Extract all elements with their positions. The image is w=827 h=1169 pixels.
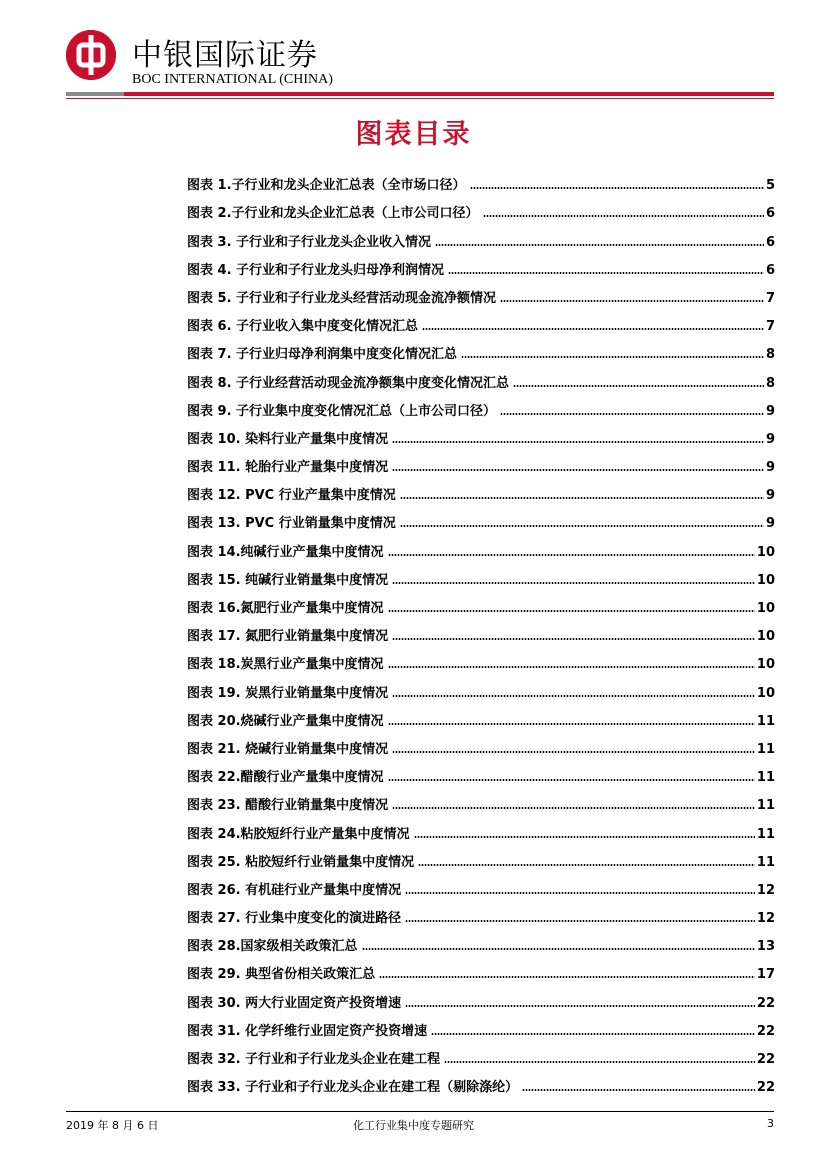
toc-entry-label: 图表 28.国家级相关政策汇总: [187, 939, 358, 955]
toc-entry-page: 8: [765, 375, 775, 391]
toc-entry-label: 图表 6. 子行业收入集中度变化情况汇总: [187, 319, 419, 335]
toc-entry-page: 9: [765, 516, 775, 532]
toc-entry-page: 10: [756, 544, 775, 560]
toc-entry-label: 图表 8. 子行业经营活动现金流净额集中度变化情况汇总: [187, 375, 510, 391]
toc-dot-leader: [435, 244, 764, 246]
toc-entry[interactable]: [187, 250, 775, 278]
toc-entry-page: 9: [765, 488, 775, 504]
toc-dot-leader: [405, 920, 755, 922]
toc-entry-label: 图表 26. 有机硅行业产量集中度情况: [187, 882, 402, 898]
toc-dot-leader: [392, 751, 755, 753]
toc-dot-leader: [392, 582, 755, 584]
toc-entry-label: 图表 19. 炭黑行业销量集中度情况: [187, 685, 389, 701]
toc-entry[interactable]: [187, 842, 775, 870]
toc-dot-leader: [379, 976, 755, 978]
toc-dot-leader: [392, 638, 755, 640]
toc-entry[interactable]: [187, 221, 775, 249]
toc-entry-page: 10: [756, 685, 775, 701]
toc-dot-leader: [448, 272, 764, 274]
toc-entry-page: 6: [765, 234, 775, 250]
toc-entry-label: 图表 5. 子行业和子行业龙头经营活动现金流净额情况: [187, 290, 497, 306]
toc-entry-page: 6: [765, 206, 775, 222]
footer-divider: [66, 1111, 774, 1112]
brand-name-english: BOC INTERNATIONAL (CHINA): [132, 72, 333, 87]
toc-entry[interactable]: [187, 1067, 775, 1095]
toc-entry-label: 图表 10. 染料行业产量集中度情况: [187, 431, 389, 447]
toc-entry-label: 图表 18.炭黑行业产量集中度情况: [187, 657, 384, 673]
toc-dot-leader: [392, 441, 764, 443]
toc-entry-label: 图表 20.烧碱行业产量集中度情况: [187, 713, 384, 729]
toc-entry[interactable]: [187, 447, 775, 475]
toc-entry[interactable]: [187, 306, 775, 334]
toc-dot-leader: [405, 1005, 755, 1007]
toc-entry-page: 13: [756, 939, 775, 955]
toc-entry[interactable]: [187, 701, 775, 729]
footer-page-number: 3: [767, 1117, 774, 1130]
toc-entry[interactable]: [187, 588, 775, 616]
toc-dot-leader: [362, 948, 755, 950]
brand-name-chinese: 中银国际证券: [132, 38, 318, 73]
toc-entry-page: 12: [756, 882, 775, 898]
toc-dot-leader: [483, 215, 764, 217]
toc-entry[interactable]: [187, 954, 775, 982]
toc-entry-label: 图表 2.子行业和龙头企业汇总表（上市公司口径）: [187, 206, 479, 222]
toc-dot-leader: [522, 1089, 755, 1091]
toc-entry[interactable]: [187, 362, 775, 390]
toc-entry[interactable]: [187, 870, 775, 898]
toc-dot-leader: [500, 300, 764, 302]
toc-entry-label: 图表 7. 子行业归母净利润集中度变化情况汇总: [187, 347, 458, 363]
toc-dot-leader: [444, 1061, 755, 1063]
toc-entry-page: 11: [756, 826, 775, 842]
toc-entry-label: 图表 3. 子行业和子行业龙头企业收入情况: [187, 234, 432, 250]
toc-entry-label: 图表 27. 行业集中度变化的演进路径: [187, 911, 402, 927]
toc-entry-page: 7: [765, 290, 775, 306]
toc-entry-label: 图表 31. 化学纤维行业固定资产投资增速: [187, 1023, 428, 1039]
toc-entry-page: 22: [756, 1023, 775, 1039]
toc-entry-label: 图表 22.醋酸行业产量集中度情况: [187, 770, 384, 786]
toc-entry-page: 11: [756, 713, 775, 729]
toc-entry[interactable]: [187, 560, 775, 588]
toc-entry-page: 7: [765, 319, 775, 335]
toc-entry-page: 6: [765, 262, 775, 278]
toc-entry-label: 图表 30. 两大行业固定资产投资增速: [187, 995, 402, 1011]
toc-entry[interactable]: [187, 729, 775, 757]
toc-entry-page: 22: [756, 1080, 775, 1096]
toc-entry-page: 9: [765, 460, 775, 476]
toc-entry[interactable]: [187, 1011, 775, 1039]
toc-entry-label: 图表 29. 典型省份相关政策汇总: [187, 967, 376, 983]
header-divider-red: [124, 92, 774, 96]
toc-entry-page: 9: [765, 431, 775, 447]
toc-entry[interactable]: [187, 193, 775, 221]
toc-dot-leader: [431, 1033, 755, 1035]
toc-dot-leader: [405, 892, 755, 894]
toc-entry-page: 11: [756, 798, 775, 814]
toc-entry-label: 图表 15. 纯碱行业销量集中度情况: [187, 572, 389, 588]
toc-entry[interactable]: [187, 419, 775, 447]
toc-entry[interactable]: [187, 475, 775, 503]
page-header: [66, 26, 774, 100]
toc-entry-label: 图表 17. 氮肥行业销量集中度情况: [187, 629, 389, 645]
toc-dot-leader: [400, 525, 764, 527]
toc-dot-leader: [388, 666, 755, 668]
header-divider-grey: [66, 92, 124, 96]
toc-dot-leader: [414, 836, 755, 838]
toc-entry[interactable]: [187, 813, 775, 841]
toc-entry-page: 10: [756, 572, 775, 588]
toc-dot-leader: [400, 497, 764, 499]
toc-dot-leader: [388, 554, 755, 556]
toc-entry-label: 图表 33. 子行业和子行业龙头企业在建工程（剔除涤纶）: [187, 1080, 519, 1096]
toc-entry[interactable]: [187, 982, 775, 1010]
toc-dot-leader: [470, 187, 764, 189]
toc-dot-leader: [500, 413, 764, 415]
toc-dot-leader: [461, 356, 764, 358]
toc-entry-label: 图表 1.子行业和龙头企业汇总表（全市场口径）: [187, 178, 466, 194]
page-title: 图表目录: [355, 119, 472, 150]
toc-entry[interactable]: [187, 757, 775, 785]
toc-dot-leader: [388, 610, 755, 612]
toc-entry-page: 11: [756, 854, 775, 870]
toc-entry[interactable]: [187, 644, 775, 672]
toc-entry-page: 22: [756, 1052, 775, 1067]
toc-dot-leader: [392, 807, 755, 809]
footer-date: 2019 年 8 月 6 日: [66, 1119, 159, 1132]
toc-entry-label: 图表 14.纯碱行业产量集中度情况: [187, 544, 384, 560]
toc-dot-leader: [422, 328, 764, 330]
toc-entry-page: 11: [756, 770, 775, 786]
toc-entry-page: 9: [765, 403, 775, 419]
toc-entry-label: 图表 13. PVC 行业销量集中度情况: [187, 516, 396, 532]
toc-entry-label: 图表 12. PVC 行业产量集中度情况: [187, 488, 396, 504]
toc-entry-label: 图表 9. 子行业集中度变化情况汇总（上市公司口径）: [187, 403, 497, 419]
toc-dot-leader: [418, 864, 755, 866]
toc-entry[interactable]: [187, 785, 775, 813]
toc-dot-leader: [392, 469, 764, 471]
toc-entry-page: 17: [756, 967, 775, 983]
toc-entry[interactable]: [187, 616, 775, 644]
toc-entry[interactable]: [187, 503, 775, 531]
toc-entry[interactable]: [187, 531, 775, 559]
toc-entry-label: 图表 21. 烧碱行业销量集中度情况: [187, 741, 389, 757]
toc-entry-label: 图表 11. 轮胎行业产量集中度情况: [187, 460, 389, 476]
toc-dot-leader: [513, 385, 764, 387]
toc-dot-leader: [388, 779, 755, 781]
footer-report-title: 化工行业集中度专题研究: [353, 1119, 474, 1132]
toc-entry-label: 图表 25. 粘胶短纤行业销量集中度情况: [187, 854, 415, 870]
toc-entry-page: 10: [756, 657, 775, 673]
table-of-figures: [187, 165, 775, 1095]
toc-entry[interactable]: [187, 898, 775, 926]
toc-dot-leader: [392, 695, 755, 697]
toc-entry-label: 图表 24.粘胶短纤行业产量集中度情况: [187, 826, 410, 842]
toc-entry-page: 11: [756, 741, 775, 757]
toc-entry-page: 22: [756, 995, 775, 1011]
toc-entry[interactable]: [187, 278, 775, 306]
toc-dot-leader: [388, 723, 755, 725]
header-divider-thin: [66, 98, 774, 99]
toc-entry[interactable]: [187, 165, 775, 193]
toc-entry-page: 5: [765, 178, 775, 194]
toc-entry[interactable]: [187, 334, 775, 362]
toc-entry-label: 图表 16.氮肥行业产量集中度情况: [187, 601, 384, 616]
toc-entry[interactable]: [187, 672, 775, 700]
toc-entry[interactable]: [187, 391, 775, 419]
toc-entry-label: 图表 23. 醋酸行业销量集中度情况: [187, 798, 389, 814]
toc-entry[interactable]: [187, 1039, 775, 1067]
bank-of-china-logo-icon: [66, 30, 116, 80]
toc-entry-label: 图表 4. 子行业和子行业龙头归母净利润情况: [187, 262, 445, 278]
toc-entry-page: 10: [756, 629, 775, 645]
toc-entry[interactable]: [187, 926, 775, 954]
toc-entry-page: 10: [756, 601, 775, 616]
toc-entry-page: 8: [765, 347, 775, 363]
toc-entry-page: 12: [756, 911, 775, 927]
toc-entry-label: 图表 32. 子行业和子行业龙头企业在建工程: [187, 1052, 441, 1067]
